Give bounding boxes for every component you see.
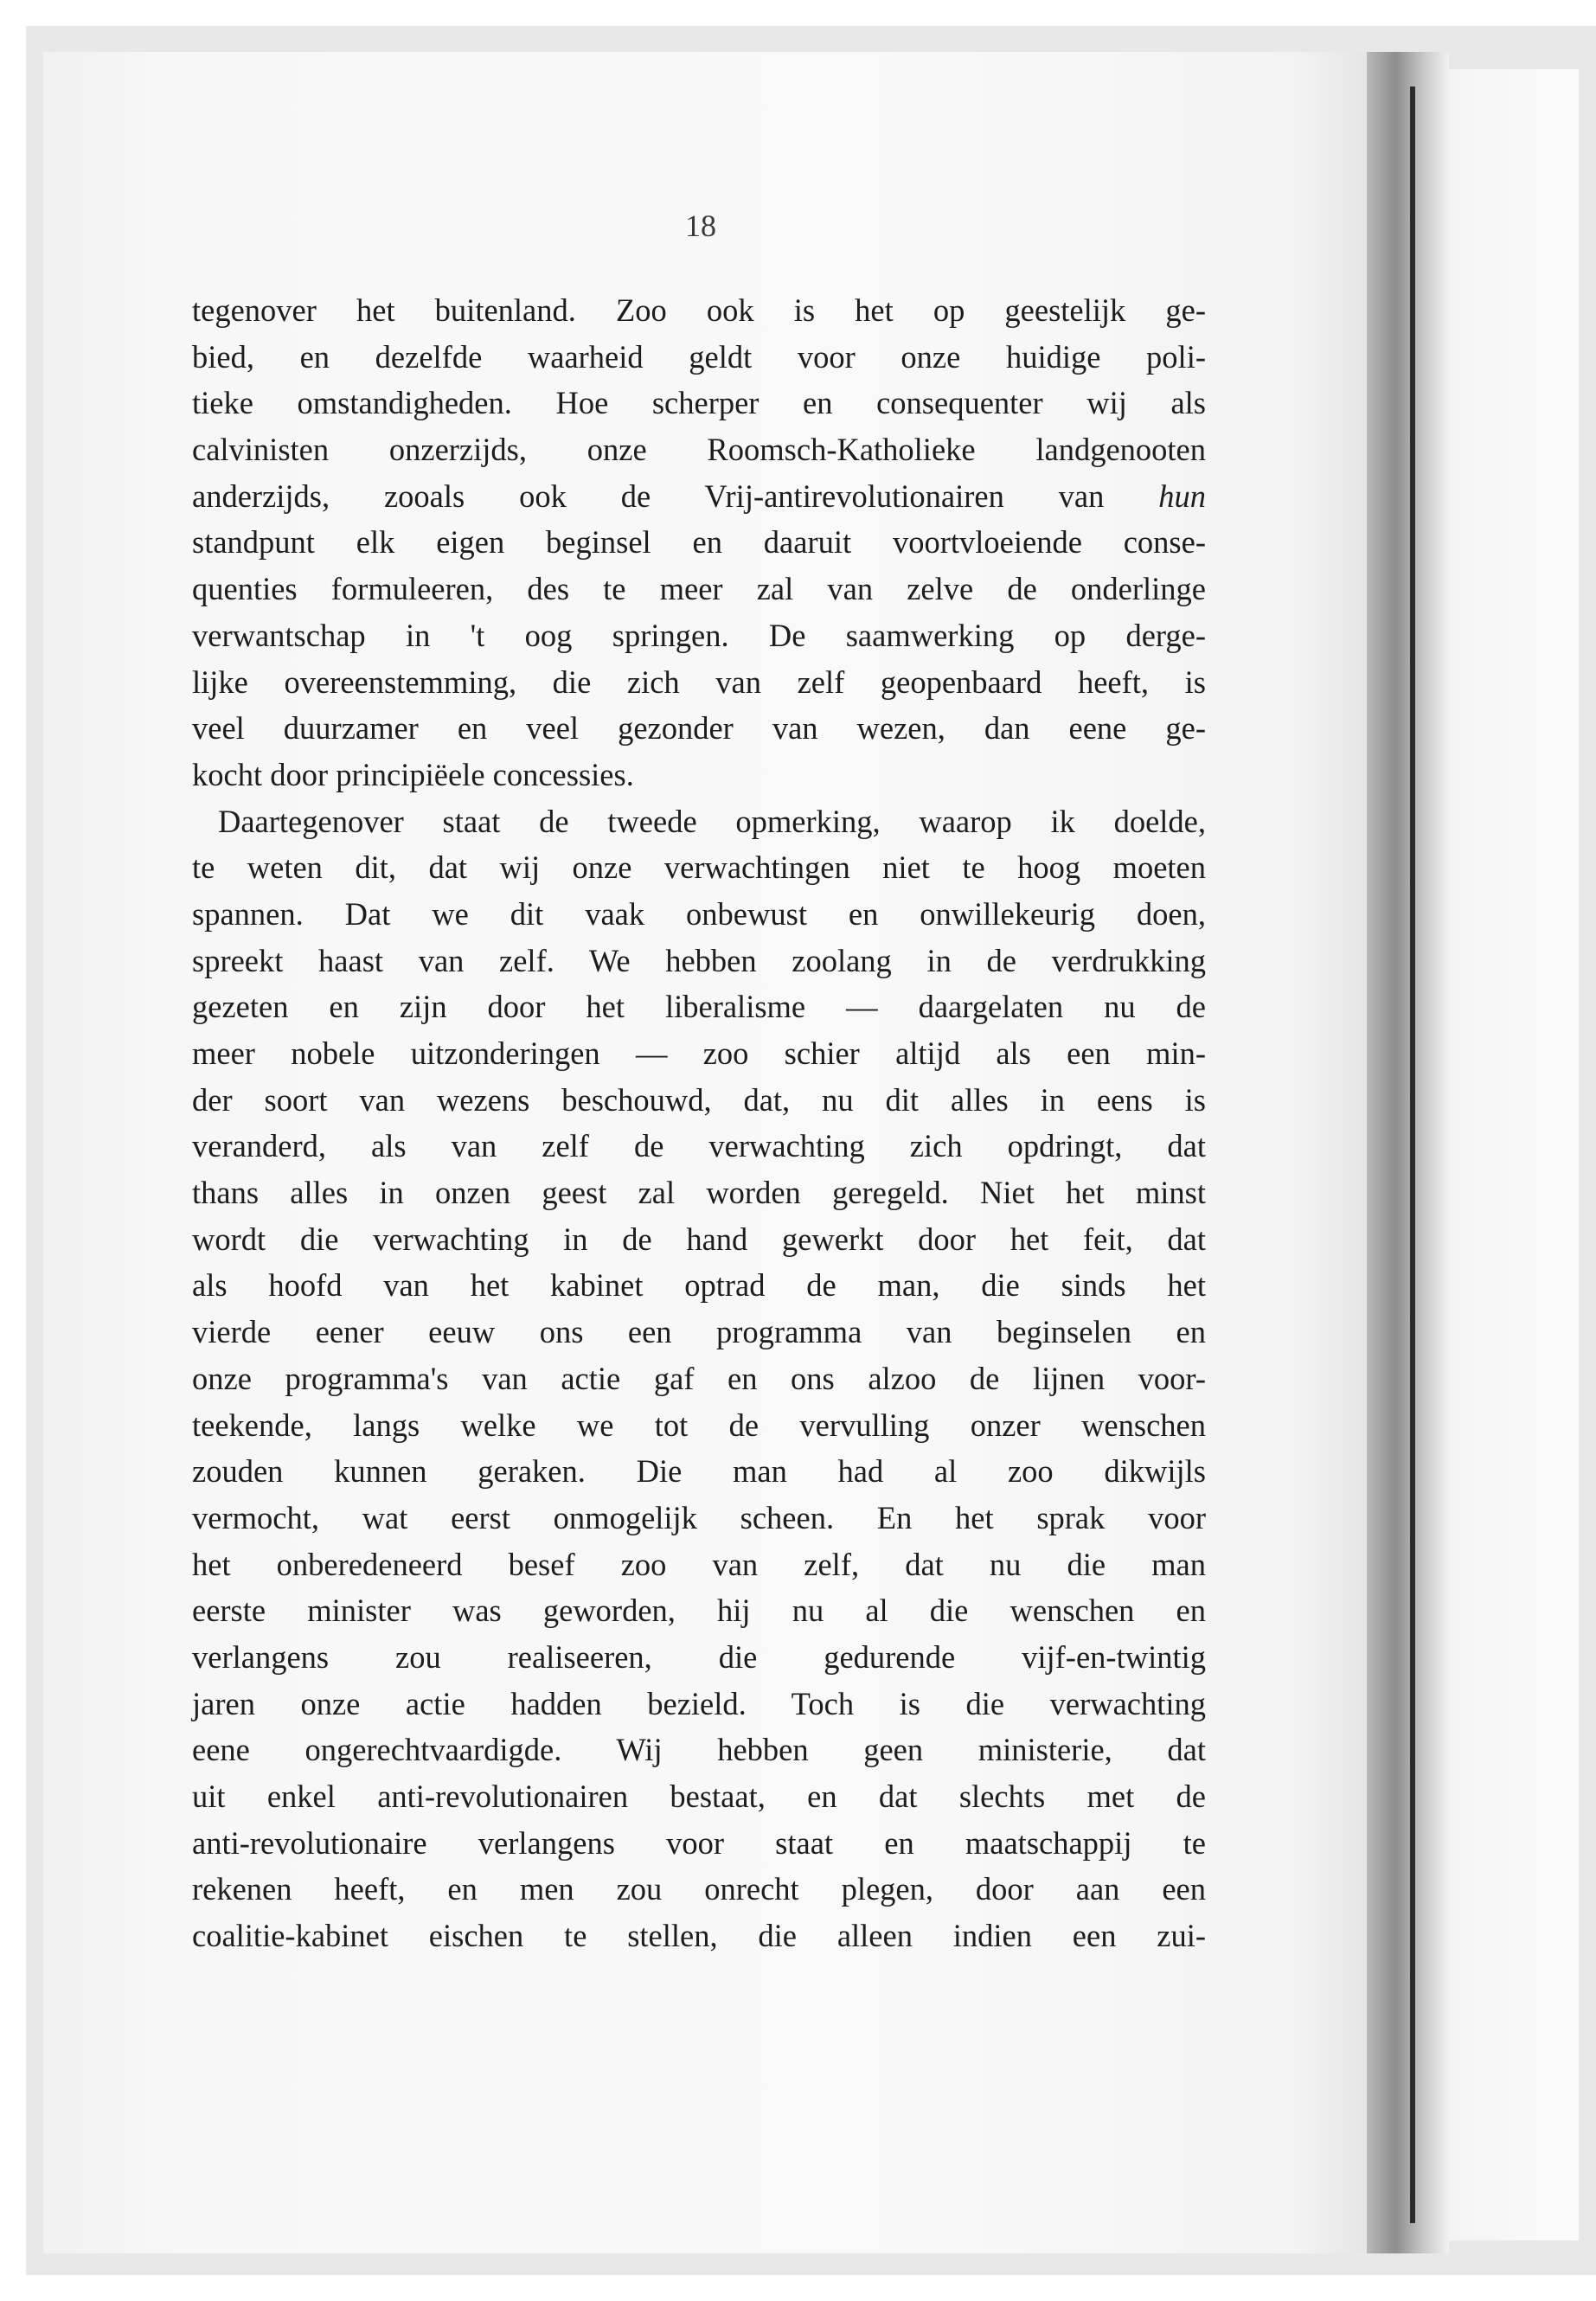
page-gutter-line xyxy=(1410,87,1415,2223)
text-line: rekenen heeft, en men zou onrecht plegen, door aan een xyxy=(192,1871,1206,1907)
text-line: coalitie-kabinet eischen te stellen, die alleen indien een zui- xyxy=(192,1918,1206,1954)
text-line: calvinisten onzerzijds, onze Roomsch-Katholieke landgenooten xyxy=(192,432,1206,468)
text-line: lijke overeenstemming, die zich van zelf geopenbaard heeft, is xyxy=(192,663,1206,700)
text-line: quenties formuleeren, des te meer zal van zelve de onderlinge xyxy=(192,571,1206,607)
body-text xyxy=(192,287,1206,1959)
text-line: wordt die verwachting in de hand gewerkt door het feit, dat xyxy=(192,1221,1206,1257)
text-line: spannen. Dat we dit vaak onbewust en onwillekeurig doen, xyxy=(192,895,1206,932)
text-line: anti-revolutionaire verlangens voor staat en maatschappij te xyxy=(192,1824,1206,1861)
text-line: veel duurzamer en veel gezonder van wezen, dan eene ge- xyxy=(192,710,1206,747)
text-line: verwantschap in 't oog springen. De saamwerking op derge- xyxy=(192,617,1206,653)
text-line-segment: anderzijds, zooals ook de Vrij-antirevolutionairen van xyxy=(192,478,1105,514)
italic-word: hun xyxy=(1158,478,1207,514)
page-number: 18 xyxy=(685,208,716,243)
text-line: jaren onze actie hadden bezield. Toch is die verwachting xyxy=(192,1685,1206,1721)
text-line: het onberedeneerd besef zoo van zelf, dat nu die man xyxy=(192,1546,1206,1582)
text-line: gezeten en zijn door het liberalisme — daargelaten nu de xyxy=(192,989,1206,1025)
text-line: spreekt haast van zelf. We hebben zoolang in de verdrukking xyxy=(192,942,1206,978)
text-line: zouden kunnen geraken. Die man had al zoo dikwijls xyxy=(192,1453,1206,1490)
text-line: onze programma's van actie gaf en ons alzoo de lijnen voor- xyxy=(192,1360,1206,1396)
text-line: vierde eener eeuw ons een programma van beginselen en xyxy=(192,1314,1206,1350)
text-line: teekende, langs welke we tot de vervulling onzer wenschen xyxy=(192,1407,1206,1443)
text-line: der soort van wezens beschouwd, dat, nu dit alles in eens is xyxy=(192,1081,1206,1118)
text-line: veranderd, als van zelf de verwachting zich opdringt, dat xyxy=(192,1128,1206,1164)
text-line: als hoofd van het kabinet optrad de man, die sinds het xyxy=(192,1267,1206,1304)
text-line: uit enkel anti-revolutionairen bestaat, en dat slechts met de xyxy=(192,1779,1206,1814)
text-line-with-italic xyxy=(192,473,1206,520)
text-line: kocht door principiëele concessies. xyxy=(192,756,634,792)
text-line: Daartegenover staat de tweede opmerking, waarop ik doelde, xyxy=(218,803,1206,839)
text-line: eerste minister was geworden, hij nu al die wenschen en xyxy=(192,1593,1206,1629)
text-line: meer nobele uitzonderingen — zoo schier altijd als een min- xyxy=(192,1035,1206,1071)
text-line: tieke omstandigheden. Hoe scherper en consequenter wij als xyxy=(192,385,1206,421)
text-line: standpunt elk eigen beginsel en daaruit voortvloeiende conse- xyxy=(192,524,1206,561)
facing-page-edge xyxy=(1449,69,1579,2240)
text-line: eene ongerechtvaardigde. Wij hebben geen ministerie, dat xyxy=(192,1732,1206,1768)
text-line: bied, en dezelfde waarheid geldt voor onze huidige poli- xyxy=(192,338,1206,375)
book-spine-shadow xyxy=(1367,52,1449,2253)
text-line: thans alles in onzen geest zal worden geregeld. Niet het minst xyxy=(192,1175,1206,1211)
text-line: tegenover het buitenland. Zoo ook is het op geestelijk ge- xyxy=(192,292,1206,328)
text-line: verlangens zou realiseeren, die gedurende vijf-en-twintig xyxy=(192,1638,1206,1675)
text-line: te weten dit, dat wij onze verwachtingen niet te hoog moeten xyxy=(192,849,1206,886)
text-line: vermocht, wat eerst onmogelijk scheen. En het sprak voor xyxy=(192,1499,1206,1535)
